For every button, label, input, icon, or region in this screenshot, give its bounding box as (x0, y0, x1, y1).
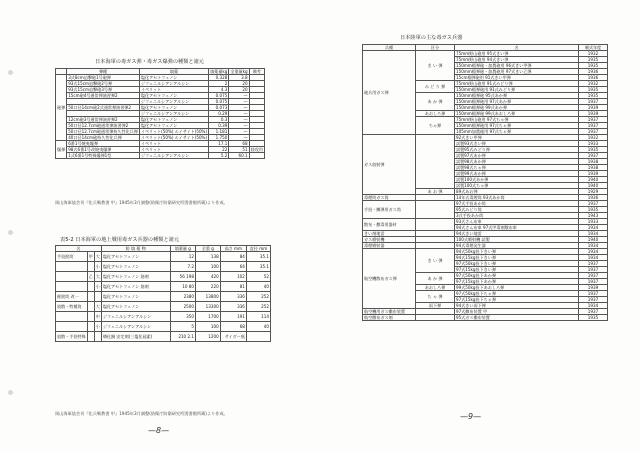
t2-name: 放散・特種筒 (56, 302, 88, 312)
t2-sub (87, 322, 94, 332)
t2-sub (87, 312, 94, 322)
t1-note: 陸攻用 (250, 147, 263, 152)
t3-year: 1936 (579, 75, 608, 81)
t3-weapon-name: 95式みどり筒 (455, 207, 579, 213)
t2-size: 小 (94, 322, 101, 332)
t2-agent: 塩化アセトフェノン 筋剤 (101, 272, 170, 282)
t3-year: 1937 (579, 99, 608, 105)
t3-category: 散布・撒毒用器材 (363, 219, 416, 231)
t2-row (56, 322, 271, 332)
t1-agent: ジフェニルシアンアルシン (139, 99, 208, 105)
t3-weapon-name: 3式手投あか筒 (455, 213, 579, 219)
t2-height: サイダー瓶 (220, 332, 246, 342)
t1-agent: イペリット (139, 87, 208, 93)
table2-source: 岡山海軍協会刊『化兵戦教書 甲』1945年3月調整(防衛庁防衛研究所図書館所蔵)より作成。 (55, 411, 228, 416)
t3-weapon-name: 試製100式ちゃ弾 (455, 183, 579, 189)
t3-year: 1935 (579, 87, 608, 93)
t3-header: 兵種 (363, 45, 416, 51)
t2-total: 1200 (195, 332, 220, 342)
t1-agent: ジフェニルシアンアルシン (139, 153, 208, 159)
t3-agent: 雨下弾 (416, 303, 455, 309)
t3-agent (416, 201, 455, 219)
t3-year: 1938 (579, 165, 608, 171)
t2-height: 84 (220, 252, 246, 262)
t3-agent: ち ゃ 弾 (416, 291, 455, 303)
t3-weapon-name: 100式噴射機 試製 (455, 237, 579, 243)
binding-holes (8, 0, 14, 452)
navy-ground-gas-weapon-table (55, 245, 271, 342)
t3-weapon-name: 150mm榴弾砲用 91式みどり弾 (455, 87, 579, 93)
t1-agent: ジフェニルシアンアルシン (139, 111, 208, 117)
t1-fill: 0.29 (209, 111, 229, 117)
t2-sub: 乙 (87, 272, 94, 282)
t2-name: 放散・手投特殊 (56, 332, 88, 342)
t2-header: 直径 mm (246, 246, 270, 252)
t1-fill: 0.073 (209, 105, 229, 111)
t3-weapon-name: 150mm榴弾砲・加農砲用 97式きい乙弾 (455, 69, 579, 75)
t3-header: 制式年度 (579, 45, 608, 51)
t3-weapon-name: 99式50kg投下あおしろ弾 (455, 285, 579, 291)
t1-total: 3.8 (229, 75, 249, 81)
t1-name: 12cm砲3号通常弾演習弾2 (67, 117, 140, 123)
t2-row (56, 272, 271, 282)
t3-year: 1940 (579, 237, 608, 243)
t3-year: 1937 (579, 261, 608, 267)
t2-diameter: 252 (246, 302, 270, 312)
t2-row (56, 312, 271, 322)
t2-agent: ジフェニルシアンアルシン (101, 322, 170, 332)
t1-total: — (229, 129, 249, 135)
t2-name (56, 282, 88, 292)
t3-weapon-name: 94式きい地雷 (455, 231, 579, 237)
t1-header: 全重量kg (230, 69, 248, 74)
t2-agent: ジフェニルシアンアルシン (101, 312, 170, 322)
t3-category: 航空機散布ガス弾 (363, 249, 416, 309)
t1-fill: 0.3 (209, 117, 229, 123)
t1-name: 3式8cm迫撃砲1号砲弾 (67, 75, 140, 81)
t1-total: — (229, 105, 249, 111)
t2-diameter: 40 (246, 282, 270, 292)
t1-total: — (229, 111, 249, 117)
t2-sub (87, 292, 94, 302)
t3-weapon-name: 94式毒煙発生器 (455, 243, 579, 249)
t2-name: 手投涙筒 (56, 252, 88, 262)
t3-weapon-name: 150mm榴弾砲 95式あか弾 (455, 93, 579, 99)
t1-name: 6番1号焼夷爆弾 (67, 141, 140, 147)
t1-header: 備考 (249, 69, 264, 75)
t3-weapon-name: 97式50kg投下ちゃ弾 (455, 291, 579, 297)
t1-fill: 2 (209, 81, 229, 87)
t3-category: 砲兵用ガス弾 (363, 51, 416, 135)
t3-year: 1937 (579, 201, 608, 207)
t1-fill: 0.075 (209, 99, 229, 105)
t2-header: 填薬量 g (170, 246, 195, 252)
t1-total: — (229, 123, 249, 129)
t3-agent: あ お 弾 (416, 189, 455, 195)
t3-year: 1937 (579, 291, 608, 297)
t3-year: 1935 (579, 93, 608, 99)
t3-year: 1935 (579, 207, 608, 213)
t2-diameter: 114 (246, 312, 270, 322)
t3-weapon-name: 94式さん布車 97式甲毒剤散布車 (455, 225, 579, 231)
t2-size (94, 292, 101, 302)
t2-total: 420 (195, 272, 220, 282)
t1-agent: ジフェニルシアンアルシン (139, 81, 208, 87)
t2-size: 小 (94, 282, 101, 292)
t2-row (56, 282, 271, 292)
t2-name (56, 322, 88, 332)
t3-weapon-name: 試製98式あか弾 (455, 159, 579, 165)
t3-year: 1939 (579, 111, 608, 117)
t3-year: 1937 (579, 117, 608, 123)
t3-header: 名 (455, 45, 579, 51)
t3-agent (416, 135, 455, 189)
t2-fill: 210 2.1 (170, 332, 195, 342)
t1-agent: イペリット (139, 147, 208, 153)
t2-fill: 2500 (170, 302, 195, 312)
t3-weapon-name: 94式50kg投下きい弾 (455, 249, 579, 255)
t2-size: 大 (94, 302, 101, 312)
t2-fill: 2380 (170, 292, 195, 302)
t2-agent: 燐化銅 安定剤(三塩化硅素) (101, 332, 170, 342)
t3-weapon-name: 試製100式あか弾 (455, 177, 579, 183)
t3-weapon-name: 93式さん布車 (455, 219, 579, 225)
t2-sub (87, 302, 94, 312)
t2-diameter: 252 (246, 292, 270, 302)
t3-category: 毒煙筒ガス筒 (363, 195, 416, 201)
t1-total: — (229, 117, 249, 123)
t1-agent: イペリット(50%) ルイサイト(50%) (140, 135, 208, 140)
t2-name (56, 262, 88, 272)
t1-agent: 塩化アセトフェノン (139, 123, 208, 129)
t3-year: 1933 (579, 219, 608, 225)
t3-weapon-name: 75mm野山砲用 97式ちゃ弾 (455, 117, 579, 123)
t2-fill: 7.2 (170, 262, 195, 272)
table2-title: 表5-2 日本海軍の地上戦用毒ガス兵器の種類と諸元 (60, 237, 180, 243)
t1-row (56, 153, 265, 159)
t3-year: 1932 (579, 81, 608, 87)
t3-year: 1936 (579, 69, 608, 75)
t2-size: 小 (94, 262, 101, 272)
t3-year: 1932 (579, 135, 608, 141)
t3-row (363, 315, 608, 321)
t3-weapon-name: 94式きい雨下弾 (455, 303, 579, 309)
t1-name: 93式15cm迫撃砲2号弾 (67, 81, 140, 87)
t2-fill: 350 (170, 312, 195, 322)
t3-year: 1937 (579, 129, 608, 135)
t3-weapon-name: 試製97式あか弾 (455, 153, 579, 159)
t3-year: 1936 (579, 195, 608, 201)
t2-size: 中 (94, 312, 101, 322)
t2-total: 100 (195, 262, 220, 272)
t3-weapon-name: 92式きい甲弾 (455, 135, 579, 141)
t1-name: 50口径12.7cm砲通常弾演習弾2 (67, 123, 140, 129)
t2-agent: 塩化アセトフェノン 筋剤 (101, 282, 170, 292)
t2-sub: 甲 (87, 252, 94, 262)
t1-fill: 0.39 (209, 123, 229, 129)
t1-fill: 17.1 (209, 141, 229, 147)
t2-diameter: 40 (246, 322, 270, 332)
t3-year: 1929 (579, 189, 608, 195)
t3-year: 1938 (579, 159, 608, 165)
t3-agent (416, 219, 455, 231)
t1-total: 68 (229, 141, 249, 147)
t1-total: 60.1 (229, 153, 249, 159)
t2-height: 81 (220, 282, 246, 292)
t3-weapon-name: 97式15kg投下あか弾 (455, 279, 579, 285)
t2-agent: 塩化アセトフェノン (101, 292, 170, 302)
t3-weapon-name: 150mm榴弾砲用 97式あか弾 (455, 99, 579, 105)
t3-category: 航空機用ガス撒布装置 (363, 309, 416, 315)
army-gas-weapon-table (362, 44, 608, 321)
t2-diameter (246, 332, 270, 342)
t2-row (56, 252, 271, 262)
t3-year: 1934 (579, 225, 608, 231)
t3-header: 区分 (416, 45, 455, 51)
t3-weapon-name: 97式15kg投下ちゃ弾 (455, 297, 579, 303)
t3-category: 毒煙噴射器 (363, 243, 416, 249)
t3-category: 手投・擲弾用ガス筒 (363, 201, 416, 219)
army-table-title: 日本陸軍の主な毒ガス兵器 (400, 35, 463, 41)
t2-sub (87, 262, 94, 272)
table1-source: 岡山海軍協会刊『化兵戦教書 甲』1945年3月調整(防衛庁防衛研究所図書館所蔵)より作成。 (55, 200, 228, 205)
t3-year: 1937 (579, 123, 608, 129)
t3-year: 1939 (579, 285, 608, 291)
t2-height: 68 (220, 322, 246, 332)
t1-agent: 塩化アセトフェノン (139, 75, 208, 81)
t3-year: 1934 (579, 255, 608, 261)
t3-weapon-name: 97式15kg投下きい弾 (455, 267, 579, 273)
t1-agent: 塩化アセトフェノン (139, 93, 208, 99)
t2-size (94, 332, 101, 342)
t3-year: 1937 (579, 309, 608, 315)
t1-name: 50口径14cm砲2式通常弾演習弾2 (67, 105, 140, 111)
t3-category: ガス放射弾 (363, 135, 416, 195)
t1-total: 20 (229, 81, 249, 87)
t2-row (56, 262, 271, 272)
t2-agent: 塩化アセトフェノン (101, 252, 170, 262)
t2-sub (87, 332, 94, 342)
t3-year: 1935 (579, 57, 608, 63)
t3-weapon-name: 150mm榴弾砲 99式あか弾 (455, 105, 579, 111)
t1-agent: イペリット (139, 141, 208, 147)
t1-total: 51 (229, 147, 249, 153)
t2-diameter: 35.1 (246, 262, 270, 272)
t3-weapon-name: 75mm野山砲用 91式みどり弾 (455, 81, 579, 87)
t1-agent: 塩化アセトフェノン (139, 105, 208, 111)
t1-total: — (229, 135, 249, 141)
t2-row (56, 292, 271, 302)
t3-agent: あおしろ弾 (416, 111, 455, 117)
t3-weapon-name: 150mm榴弾砲 99式あおしろ弾 (455, 111, 579, 117)
t1-header: 填薬 (139, 69, 208, 75)
t3-weapon-name: 97式手投あか筒 (455, 201, 579, 207)
t1-name: 98式6番1号改焼夷爆弾 (67, 147, 140, 153)
t1-fill: 0.328 (209, 75, 229, 81)
t3-year: 1934 (579, 249, 608, 255)
t3-weapon-name: 試製95式みどり弾 (455, 147, 579, 153)
t3-weapon-name: 150mm榴弾砲用 97式ちゃ弾 (455, 123, 579, 129)
t3-agent: あ か 弾 (416, 273, 455, 285)
t3-weapon-name: 試製98式ちゃ弾 (455, 165, 579, 171)
t3-weapon-name: 89式あお弾 (455, 189, 579, 195)
t3-year: 1934 (579, 303, 608, 309)
t3-agent: き い 弾 (416, 51, 455, 81)
t3-weapon-name: 試製99式あか弾 (455, 171, 579, 177)
t2-fill: 5 (170, 322, 195, 332)
t3-weapon-name: 95式ガス撒布装置 (455, 315, 579, 321)
t3-weapon-name: 94式15kg投下きい弾 (455, 255, 579, 261)
t2-height: 336 (220, 302, 246, 312)
t1-total: — (229, 99, 249, 105)
t2-diameter: 35.1 (246, 252, 270, 262)
t2-total: 138 (195, 252, 220, 262)
t1-name: 15cm砲4号通常弾演習弾2 (67, 93, 140, 99)
t2-name (56, 272, 88, 282)
t3-weapon-name: 75mm野山砲用 95式きい弾 (455, 51, 579, 57)
t3-weapon-name: 97式50kg投下きい弾 (455, 261, 579, 267)
t1-name: 40口径14cm砲持久性化兵弾 (67, 135, 140, 141)
t1-header: 弾種 (67, 69, 140, 75)
t3-year: 1937 (579, 267, 608, 273)
t3-year: 1937 (579, 297, 608, 303)
t1-total: — (229, 93, 249, 99)
t1-name: 93式15cm迫撃砲3号弾 (67, 87, 140, 93)
t2-fill: 10 80 (170, 282, 195, 292)
t3-year: 1933 (579, 141, 608, 147)
t3-year: 1932 (579, 51, 608, 57)
t1-fill: 5.2 (209, 153, 229, 159)
t3-agent: あおしろ弾 (416, 285, 455, 291)
t1-name: 50口径12.7cm砲通常弾持久性化兵弾 (68, 129, 138, 134)
t2-agent: 塩化アセトフェノン (101, 302, 170, 312)
t2-fill: 12 (170, 252, 195, 262)
t3-weapon-name: 15cm榴弾砲用 91式きい甲弾 (455, 75, 579, 81)
t3-agent (416, 315, 455, 321)
t1-fill: 1.181 (209, 129, 229, 135)
t3-category: きい剤地雷 (363, 231, 416, 237)
t3-agent: ちゃ弾 (416, 117, 455, 135)
t1-fill: 4.3 (209, 87, 229, 93)
t1-fill: 22 (209, 147, 229, 153)
t2-diameter: 52 (246, 272, 270, 282)
t2-row (56, 332, 271, 342)
t3-agent: あ か 弾 (416, 93, 455, 111)
t2-agent: 塩化アセトフェノン (101, 262, 170, 272)
t2-total: 1700 (195, 312, 220, 322)
t2-sub (87, 282, 94, 292)
t3-year: 1939 (579, 171, 608, 177)
t3-weapon-name: 150mm榴弾砲・加農砲用 96式きい甲弾 (455, 63, 579, 69)
t2-height: 191 (220, 312, 246, 322)
page-number-right: —9— (460, 412, 482, 421)
t2-fill: 56 198 (170, 272, 195, 282)
t3-year: 1937 (579, 273, 608, 279)
t3-year: 1937 (579, 279, 608, 285)
t2-height: 102 (220, 272, 246, 282)
t3-weapon-name: 14年式毒煙筒 93式あか筒 (455, 195, 579, 201)
t2-name (56, 312, 88, 322)
t1-name: 1式6番1号特殊爆弾1型 (67, 153, 140, 159)
t3-year: 1935 (579, 315, 608, 321)
t3-year: 1940 (579, 183, 608, 189)
t2-size: 大 (94, 272, 101, 282)
t3-year: 1935 (579, 63, 608, 69)
table1-title: 日本海軍の毒ガス弾・毒ガス爆弾の種類と諸元 (95, 59, 204, 65)
t2-size: 大 (94, 252, 101, 262)
t1-header: 填薬量kg (210, 69, 228, 74)
t3-weapon-name: 97式50kg投下あか弾 (455, 273, 579, 279)
t3-agent: み ど り 弾 (416, 81, 455, 93)
t1-fill: 0.075 (209, 93, 229, 99)
t2-header: 名 (56, 246, 102, 252)
t3-year: 1934 (579, 231, 608, 237)
t2-height: 336 (220, 292, 246, 302)
t2-header: 全重 g (195, 246, 220, 252)
t3-year: 1940 (579, 177, 608, 183)
t3-category: 航空撒布ガス剤 (363, 315, 416, 321)
t3-weapon-name: 97式撒布装置 甲 (455, 309, 579, 315)
t3-weapon-name: 75mm野山砲用 94式きい弾 (455, 57, 579, 63)
t3-year: 1943 (579, 213, 608, 219)
t3-year: 1934 (579, 243, 608, 249)
t2-total: 13300 (195, 302, 220, 312)
right-page (320, 0, 640, 452)
t3-agent: き い 弾 (416, 249, 455, 273)
t3-year: 1937 (579, 153, 608, 159)
t1-side-label: 爆弾 (56, 141, 67, 159)
t2-header: 防 填 薬 物 (101, 246, 170, 252)
t3-year: 1939 (579, 105, 608, 111)
t1-agent: 塩化アセトフェノン (139, 117, 208, 123)
t2-total: 220 (195, 282, 220, 292)
t3-weapon-name: 試製93式きい弾 (455, 141, 579, 147)
t2-row (56, 302, 271, 312)
t1-side-label: 砲弾 (56, 75, 67, 141)
t2-total: 13800 (195, 292, 220, 302)
t3-weapon-name: 105mm加農砲用 97式ちゃ弾 (455, 129, 579, 135)
t2-header: 高さ mm (220, 246, 246, 252)
t3-year: 1935 (579, 147, 608, 153)
t1-agent: イペリット(50%) ルイサイト(50%) (140, 129, 208, 134)
t2-total: 100 (195, 322, 220, 332)
t1-note (249, 153, 264, 159)
t3-category: ガス噴射機 (363, 237, 416, 243)
t2-name: 催涙筒 改一 (56, 292, 88, 302)
navy-gas-shell-table (55, 68, 265, 159)
t2-height: 64 (220, 262, 246, 272)
page-number-left: —8— (148, 426, 170, 435)
t1-total: 20 (229, 87, 249, 93)
t1-fill: 1.750 (209, 135, 229, 141)
